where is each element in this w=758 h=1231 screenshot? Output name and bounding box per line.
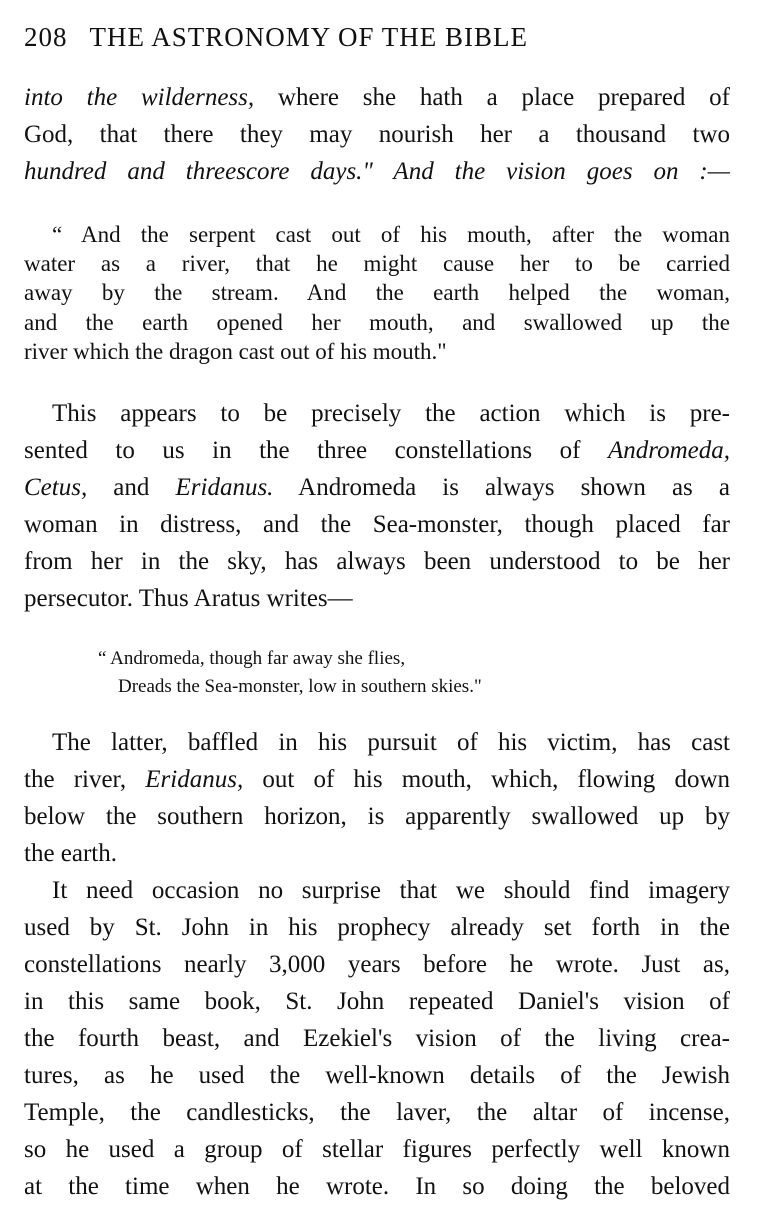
text-line: tures, as he used the well-known details of the Jewish — [24, 1062, 730, 1089]
running-header — [24, 22, 528, 53]
text-line: It need occasion no surprise that we should find imagery — [52, 877, 730, 904]
quote-line: water as a river, that he might cause her to be carried — [24, 251, 730, 276]
text-line: at the time when he wrote. In so doing the beloved — [24, 1173, 730, 1200]
text-line: Temple, the candlesticks, the laver, the altar of incense, — [24, 1099, 730, 1126]
verse-line: “ Andromeda, though far away she flies, — [98, 648, 406, 669]
text-line: hundred and threescore days." And the vision goes on :— — [24, 158, 730, 185]
text-line: Cetus, and Eridanus. Andromeda is always shown as a — [24, 474, 730, 501]
text-line: the fourth beast, and Ezekiel's vision of the living crea- — [24, 1025, 730, 1052]
quote-line: and the earth opened her mouth, and swallowed up the — [24, 310, 730, 335]
text-line: God, that there they may nourish her a thousand two — [24, 121, 730, 148]
text-line: in this same book, St. John repeated Daniel's vision of — [24, 988, 730, 1015]
text-line: The latter, baffled in his pursuit of his victim, has cast — [52, 729, 730, 756]
page-number: 208 — [24, 22, 68, 52]
text-line: persecutor. Thus Aratus writes— — [24, 585, 353, 612]
quote-line: away by the stream. And the earth helped the woman, — [24, 280, 730, 305]
text-line: the earth. — [24, 840, 118, 867]
quote-line: “ And the serpent cast out of his mouth, after the woman — [52, 222, 730, 247]
text-line: constellations nearly 3,000 years before he wrote. Just as, — [24, 951, 730, 978]
text-line: into the wilderness, where she hath a place prepared of — [24, 84, 730, 111]
text-line: from her in the sky, has always been understood to be her — [24, 548, 730, 575]
text-line: so he used a group of stellar figures perfectly well known — [24, 1136, 730, 1163]
text-line: below the southern horizon, is apparently swallowed up by — [24, 803, 730, 830]
text-line: woman in distress, and the Sea-monster, though placed far — [24, 511, 730, 538]
quote-line: river which the dragon cast out of his mouth." — [24, 339, 447, 364]
text-line: sented to us in the three constellations of Andromeda, — [24, 437, 730, 464]
verse-line: Dreads the Sea-monster, low in southern skies." — [118, 676, 482, 697]
text-line: used by St. John in his prophecy already set forth in the — [24, 914, 730, 941]
running-title: THE ASTRONOMY OF THE BIBLE — [89, 22, 529, 52]
text-line: the river, Eridanus, out of his mouth, which, flowing down — [24, 766, 730, 793]
text-line: This appears to be precisely the action which is pre- — [52, 400, 730, 427]
